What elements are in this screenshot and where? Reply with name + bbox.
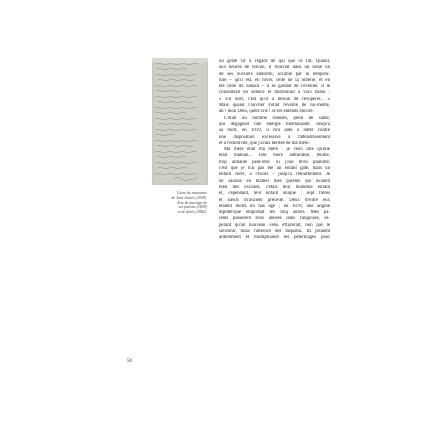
archive-document-image bbox=[152, 58, 208, 185]
body-text bbox=[219, 59, 330, 242]
text-line: C'était un homme robuste, plein de santé, bbox=[224, 115, 330, 121]
page-number: 50 bbox=[127, 359, 132, 364]
text-line: « S'il dort, c'est qu'il a besoin de récupérer... » bbox=[219, 96, 330, 102]
text-line: était maman... Une mère admirable, tendre, bbox=[219, 153, 330, 159]
text-line: une disposition excessive à l'attendrissement bbox=[219, 134, 330, 140]
text-line: pérant qu'un nouveau venu effacerait, non pas le bbox=[219, 222, 330, 228]
text-line: et à l'émotivité, que j'avais héritée de ma mère. bbox=[219, 140, 310, 146]
caption-line: L'acte de naissance bbox=[176, 191, 207, 195]
text-line: enfant chéri, à l'excès – jusqu'à l'étouffement. Je bbox=[219, 172, 330, 178]
caption-line: et de décès (1882). bbox=[177, 210, 207, 215]
text-line: Mais quand l'ouvrier s'était réveillé de lui-même, bbox=[219, 103, 330, 109]
caption-line: ses parents (1849) bbox=[178, 205, 207, 210]
text-line: trop aimante peut-être. Si j'ose m'en plaindre, bbox=[219, 159, 330, 165]
caption-line: Acte de mariage de bbox=[176, 200, 207, 205]
text-line: diphtérique emportait les cinq autres. Mes pa- bbox=[219, 210, 330, 216]
text-line: souvenir, mais l'absence des disparus. Ils priaient bbox=[219, 229, 330, 235]
text-line: ardemment et multipliaient les pèlerinages pour bbox=[219, 235, 330, 241]
image-caption bbox=[150, 191, 207, 215]
text-line: sa mort, en 1919, il m'a aidé à lutter contre bbox=[219, 128, 330, 134]
text-line: et sœurs m'avaient précédé. Deux d'entre eux bbox=[219, 197, 330, 203]
text-line: bien des excuses. J'étais leur huitième enfant bbox=[219, 184, 330, 190]
caption-line: de Jean Jaurès (1859). bbox=[171, 195, 207, 200]
text-line: et, cependant, leur enfant unique : sept frères bbox=[219, 191, 330, 197]
text-line: ah ! mon Dieu, quels cris ! Je les entends encore. bbox=[219, 109, 314, 115]
text-line: considérait en silence et murmurait à voix basse : bbox=[219, 90, 330, 96]
text-line: ne saurais en blâmer mes parents qui avaient bbox=[219, 178, 330, 184]
text-line: de ses ouvriers endormi, accablé par la tempéra- bbox=[219, 71, 330, 77]
text-line: étaient morts en bas âge ; en 1878, une angine bbox=[219, 203, 330, 209]
text-line: qui dégageait une énergie bienfaisante. Jusqu'à bbox=[219, 121, 330, 127]
text-line: ture – qu'il est, en hiver, celle de la Sibérie, et en bbox=[219, 77, 330, 83]
handwritten-document-icon bbox=[152, 58, 208, 185]
text-line: rents passèrent trois années dans l'angoisse, es- bbox=[219, 216, 330, 222]
text-line: c'est que je n'ai pas été un enfant gâté, mais un bbox=[219, 166, 330, 172]
text-line: aux heures de travail, il trouvait dans un fossé un bbox=[219, 65, 330, 71]
text-line: été celle du Sahara – il se gardait de l'éveiller. Il le bbox=[219, 84, 330, 90]
text-line: un geste vif à l'égard de qui que ce fût. Quand, bbox=[219, 59, 330, 64]
text-line: Ma mère était ma mère : je veux dire qu'elle bbox=[224, 147, 330, 153]
